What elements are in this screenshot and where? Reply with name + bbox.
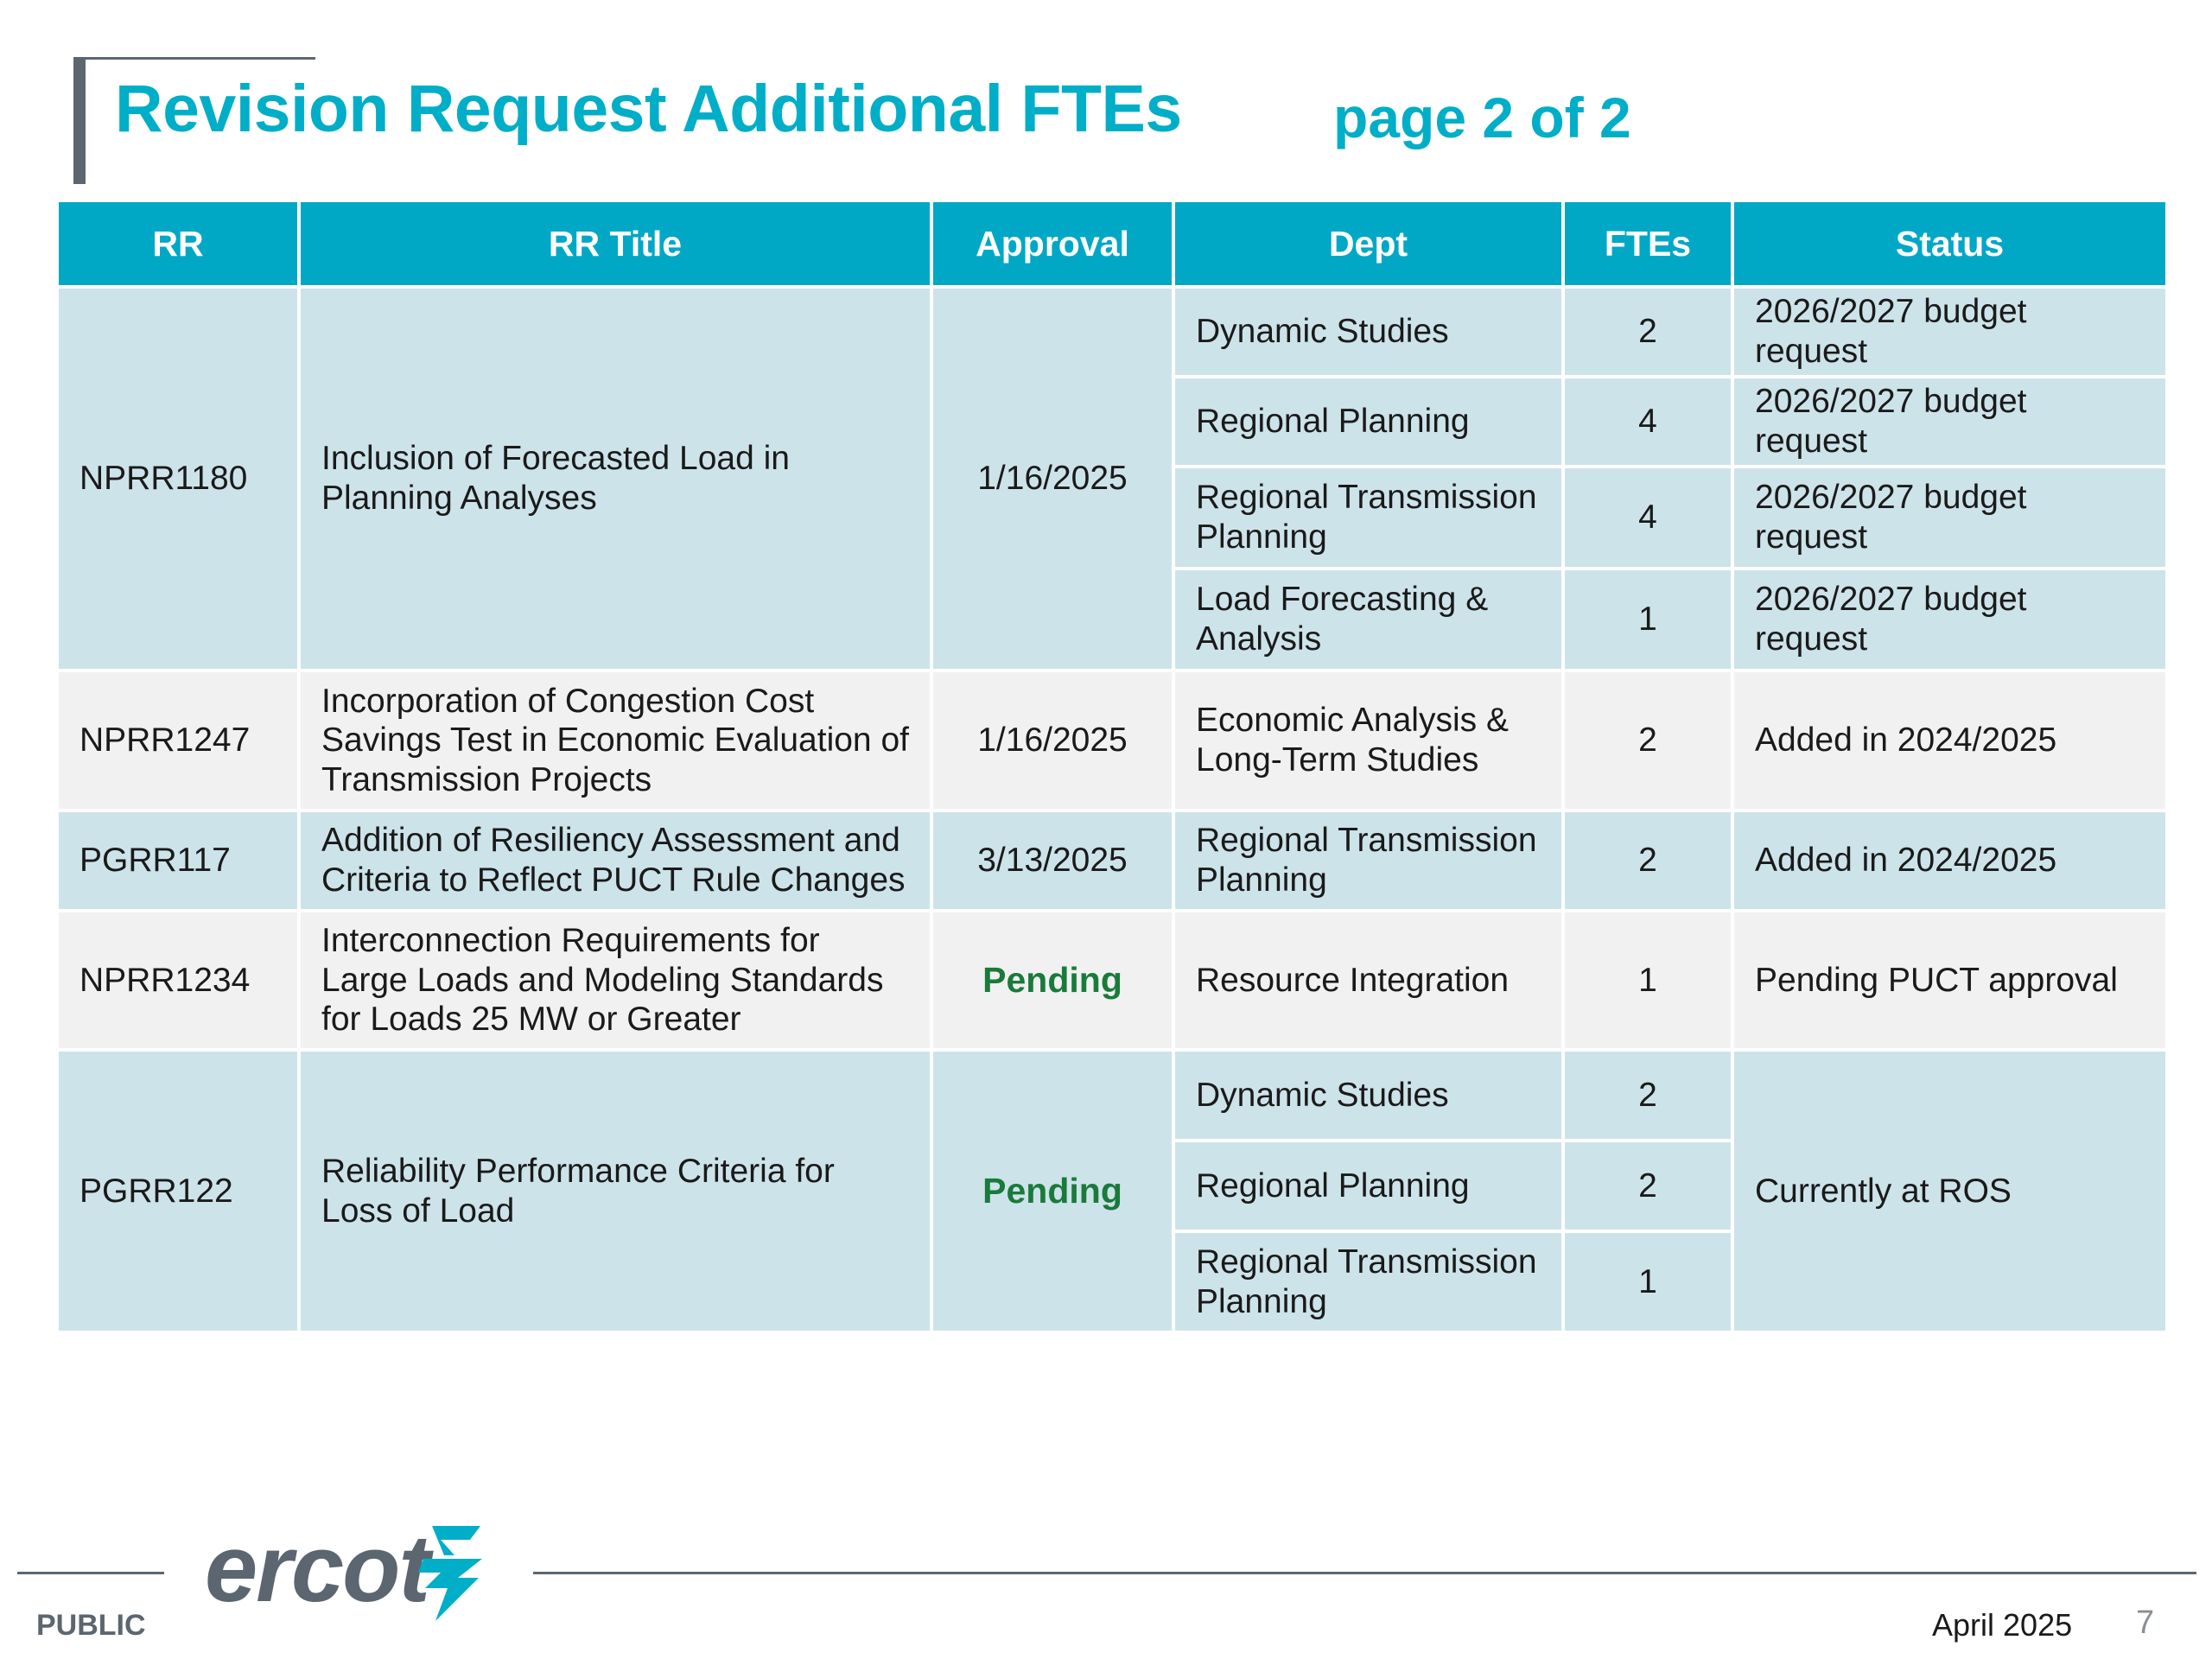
rr-title-cell: Addition of Resiliency Assessment and Criteria to Reflect PUCT Rule Changes	[301, 812, 930, 909]
approval-cell: 1/16/2025	[933, 289, 1172, 669]
approval-cell: 1/16/2025	[933, 672, 1172, 809]
dept-cell: Regional Transmission Planning	[1175, 1233, 1561, 1331]
title-accent-line	[73, 57, 315, 60]
dept-cell: Load Forecasting & Analysis	[1175, 570, 1561, 669]
ftes-cell: 2	[1565, 289, 1731, 375]
rr-title-cell: Inclusion of Forecasted Load in Planning Analyses	[301, 289, 930, 669]
dept-cell: Regional Planning	[1175, 378, 1561, 465]
table-row	[59, 289, 2165, 375]
table-row	[59, 912, 2165, 1048]
rr-id-cell: PGRR117	[59, 812, 297, 909]
dept-cell: Resource Integration	[1175, 912, 1561, 1048]
page-number: 7	[2136, 1605, 2155, 1641]
footer-divider-left	[17, 1572, 164, 1574]
classification-label: PUBLIC	[36, 1609, 146, 1642]
approval-cell: 3/13/2025	[933, 812, 1172, 909]
ftes-cell: 2	[1565, 672, 1731, 809]
column-header-rr-title: RR Title	[301, 202, 930, 285]
ftes-cell: 4	[1565, 378, 1731, 465]
status-cell: 2026/2027 budget request	[1734, 570, 2165, 669]
rr-id-cell: NPRR1180	[59, 289, 297, 669]
ercot-logo-mark-icon	[406, 1521, 493, 1624]
approval-cell: Pending	[933, 912, 1172, 1048]
status-cell: Added in 2024/2025	[1734, 812, 2165, 909]
dept-cell: Regional Transmission Planning	[1175, 468, 1561, 567]
table-row	[59, 672, 2165, 809]
table-header-row	[59, 202, 2165, 285]
fte-table	[55, 199, 2169, 1334]
dept-cell: Regional Planning	[1175, 1142, 1561, 1230]
status-cell: 2026/2027 budget request	[1734, 289, 2165, 375]
column-header-status: Status	[1734, 202, 2165, 285]
footer-divider-right	[533, 1572, 2196, 1574]
column-header-dept: Dept	[1175, 202, 1561, 285]
ftes-cell: 1	[1565, 912, 1731, 1048]
ftes-cell: 4	[1565, 468, 1731, 567]
rr-id-cell: NPRR1234	[59, 912, 297, 1048]
approval-cell: Pending	[933, 1052, 1172, 1331]
ftes-cell: 1	[1565, 1233, 1731, 1331]
footer-date: April 2025	[1932, 1607, 2073, 1643]
ftes-cell: 2	[1565, 812, 1731, 909]
status-cell: 2026/2027 budget request	[1734, 468, 2165, 567]
column-header-ftes: FTEs	[1565, 202, 1731, 285]
dept-cell: Dynamic Studies	[1175, 289, 1561, 375]
dept-cell: Dynamic Studies	[1175, 1052, 1561, 1139]
page-subtitle: page 2 of 2	[1333, 86, 1631, 149]
status-cell: Currently at ROS	[1734, 1052, 2165, 1331]
page-title: Revision Request Additional FTEs	[115, 72, 1182, 146]
ftes-cell: 2	[1565, 1052, 1731, 1139]
table-row	[59, 1052, 2165, 1139]
rr-title-cell: Incorporation of Congestion Cost Savings Test in Economic Evaluation of Transmission Projects	[301, 672, 930, 809]
status-cell: Added in 2024/2025	[1734, 672, 2165, 809]
ftes-cell: 2	[1565, 1142, 1731, 1230]
rr-title-cell: Reliability Performance Criteria for Loss of Load	[301, 1052, 930, 1331]
column-header-approval: Approval	[933, 202, 1172, 285]
table-row	[59, 812, 2165, 909]
title-accent-bar	[73, 57, 86, 184]
dept-cell: Economic Analysis & Long-Term Studies	[1175, 672, 1561, 809]
status-cell: 2026/2027 budget request	[1734, 378, 2165, 465]
column-header-rr: RR	[59, 202, 297, 285]
ercot-logo-text: ercot	[205, 1516, 429, 1622]
dept-cell: Regional Transmission Planning	[1175, 812, 1561, 909]
ftes-cell: 1	[1565, 570, 1731, 669]
rr-id-cell: NPRR1247	[59, 672, 297, 809]
status-cell: Pending PUCT approval	[1734, 912, 2165, 1048]
rr-id-cell: PGRR122	[59, 1052, 297, 1331]
rr-title-cell: Interconnection Requirements for Large Loads and Modeling Standards for Loads 25 MW or Greater	[301, 912, 930, 1048]
